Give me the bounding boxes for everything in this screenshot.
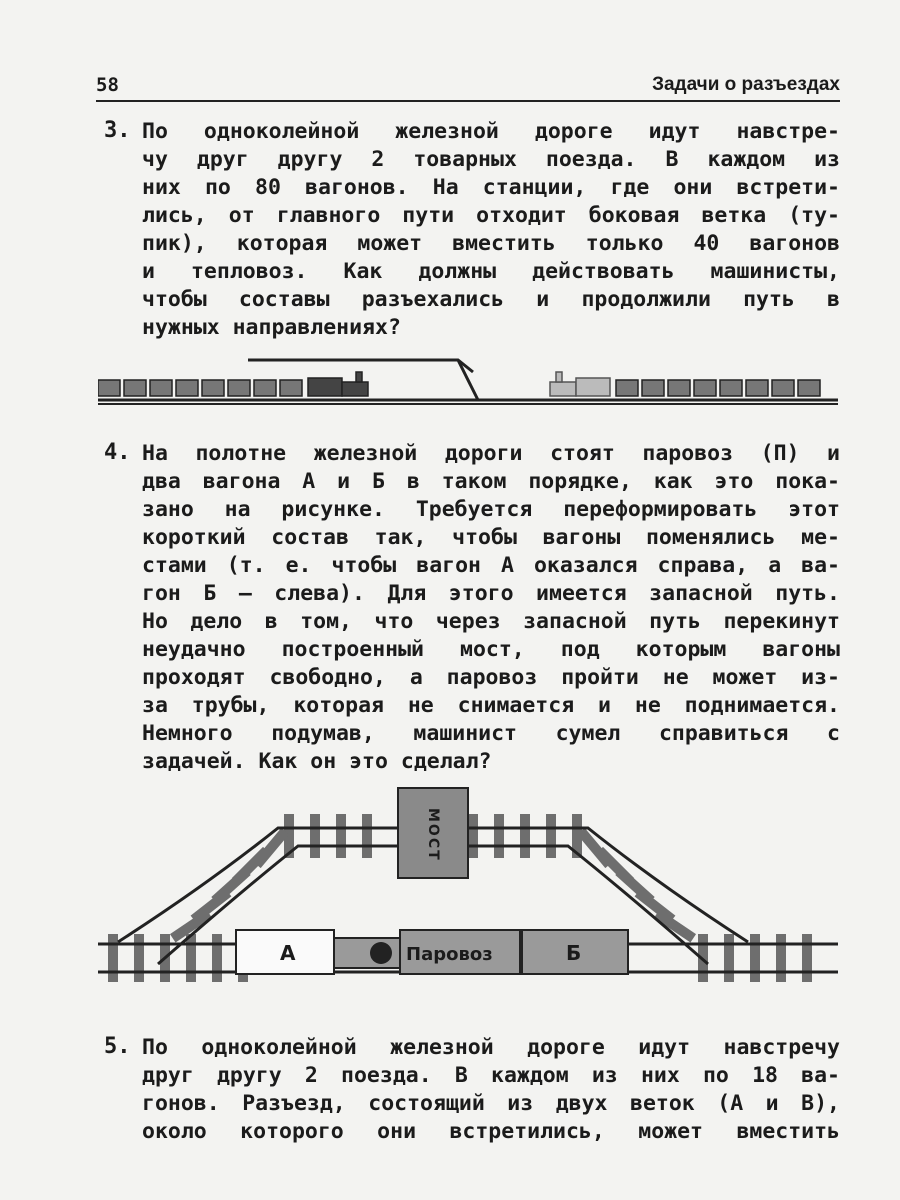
text-line: задачей. Как он это сделал? bbox=[142, 749, 492, 774]
problem-5 bbox=[98, 1034, 840, 1146]
text-line: По одноколейной железной дороге идут навстре- bbox=[142, 119, 840, 144]
text-line: друг другу 2 поезда. В каждом из них по 18 ва- bbox=[142, 1063, 840, 1088]
text-line: пик), которая может вместить только 40 вагонов bbox=[142, 231, 840, 256]
text-line: за трубы, которая не снимается и не поднимается. bbox=[142, 693, 840, 718]
text-line: лись, от главного пути отходит боковая ветка (ту- bbox=[142, 203, 840, 228]
text-line: два вагона А и Б в таком порядке, как это пока- bbox=[142, 469, 840, 494]
text-line: чу друг другу 2 товарных поезда. В каждом из bbox=[142, 147, 840, 172]
bridge-label: МОСТ bbox=[425, 808, 441, 862]
problem-text bbox=[142, 440, 840, 776]
text-line: гон Б — слева). Для этого имеется запасной путь. bbox=[142, 581, 840, 606]
page-header bbox=[96, 74, 840, 102]
text-line: гонов. Разъезд, состоящий из двух веток (А и В), bbox=[142, 1091, 840, 1116]
page-number: 58 bbox=[96, 74, 119, 96]
problem-number: 3. bbox=[104, 118, 131, 143]
text-line: нужных направлениях? bbox=[142, 315, 401, 340]
wagon-b-label: Б bbox=[566, 941, 582, 965]
locomotive-label: Паровоз bbox=[406, 944, 493, 965]
locomotive-icon bbox=[308, 372, 368, 396]
text-line: Но дело в том, что через запасной путь перекинут bbox=[142, 609, 840, 634]
smokestack-icon bbox=[370, 942, 392, 964]
text-line: короткий состав так, чтобы вагоны поменялись ме- bbox=[142, 525, 840, 550]
text-line: проходят свободно, а паровоз пройти не может из- bbox=[142, 665, 840, 690]
problem-number: 4. bbox=[104, 440, 131, 465]
problem-text bbox=[142, 1034, 840, 1146]
text-line: На полотне железной дороги стоят паровоз (П) и bbox=[142, 441, 840, 466]
text-line: зано на рисунке. Требуется переформировать этот bbox=[142, 497, 840, 522]
bridge-siding-illustration bbox=[98, 784, 838, 1004]
text-line: Немного подумав, машинист сумел справиться с bbox=[142, 721, 840, 746]
text-line: них по 80 вагонов. На станции, где они встрети- bbox=[142, 175, 840, 200]
text-line: неудачно построенный мост, под которым вагоны bbox=[142, 637, 840, 662]
text-line: стами (т. е. чтобы вагон А оказался справа, а ва- bbox=[142, 553, 840, 578]
text-line: По одноколейной железной дороге идут навстречу bbox=[142, 1035, 840, 1060]
wagon-a-label: А bbox=[280, 941, 296, 965]
text-line: чтобы составы разъехались и продолжили путь в bbox=[142, 287, 840, 312]
locomotive-icon bbox=[550, 372, 610, 396]
text-line: и тепловоз. Как должны действовать машинисты, bbox=[142, 259, 840, 284]
running-title: Задачи о разъездах bbox=[652, 74, 840, 95]
problem-3 bbox=[98, 118, 840, 342]
text-line: около которого они встретились, может вместить bbox=[142, 1119, 840, 1144]
problem-number: 5. bbox=[104, 1034, 131, 1059]
problem-text bbox=[142, 118, 840, 342]
problem-4 bbox=[98, 440, 840, 776]
trains-siding-illustration bbox=[98, 352, 838, 408]
